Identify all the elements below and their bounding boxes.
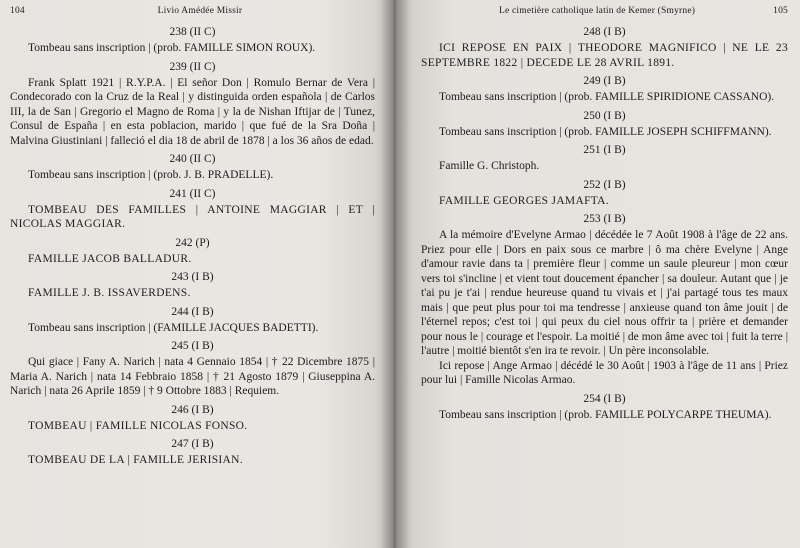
page-number: 104 <box>10 6 25 16</box>
entry-text: Qui giace | Fany A. Narich | nata 4 Gennaio 1854 | † 22 Dicembre 1875 | Maria A. Narich | nata 14 Febbraio 1858 | † 21 Agosto 1879 | Giuseppina A. Narich | nata 26 Aprile 1859 | † 9 Ottobre 1883 | Requiem. <box>10 356 375 397</box>
entry-text: ICI REPOSE EN PAIX | THEODORE MAGNIFICO | NE LE 23 SEPTEMBRE 1822 | DECEDE LE 28 AVRIL 1891. <box>421 42 788 69</box>
entry-246 <box>10 403 375 434</box>
entry-text: TOMBEAU DES FAMILLES | ANTOINE MAGGIAR | ET | NICOLAS MAGGIAR. <box>10 203 375 230</box>
entry-number: 248 (I B) <box>583 26 626 38</box>
entry-number: 241 (II C) <box>169 187 216 200</box>
entry-252 <box>421 178 788 209</box>
entry-248 <box>421 25 788 70</box>
entry-number: 253 (I B) <box>583 213 626 225</box>
entry-text: Famille G. Christoph. <box>439 160 540 172</box>
entry-number: 254 (I B) <box>583 392 626 405</box>
entry-number: 239 (II C) <box>169 60 216 73</box>
entry-number: 242 (P) <box>175 236 210 249</box>
entry-253 <box>421 212 788 388</box>
entry-249 <box>421 74 788 105</box>
entry-text: FAMILLE JACOB BALLADUR. <box>28 252 192 265</box>
entry-number: 249 (I B) <box>583 75 626 87</box>
entry-number: 246 (I B) <box>171 403 214 416</box>
entry-text: FAMILLE J. B. ISSAVERDENS. <box>28 287 191 299</box>
entry-text: Frank Splatt 1921 | R.Y.P.A. | El señor Don | Romulo Bernar de Vera | Condecorado con la Cruz de la Real | y distinguida orden española | de Carlos III, la de San | Gregorio el Magno de Roma | y la de Nishan Iftijar de | Tunez, Consul de España | en esta poblacion, marido | que fué de la Sra Doña | Malvina Giustiniani | falleció el dia 18 de abril de 1878 | a los 36 años de edad. <box>10 76 375 147</box>
entry-text-second: Ici repose | Ange Armao | décédé le 30 Août | 1903 à l'âge de 11 ans | Priez pour lui | Famille Nicolas Armao. <box>421 359 788 386</box>
entry-240 <box>10 152 375 183</box>
entry-text: Tombeau sans inscription | (prob. FAMILLE JOSEPH SCHIFFMANN). <box>439 125 772 138</box>
entry-254 <box>421 392 788 423</box>
entry-243 <box>10 270 375 301</box>
left-page <box>0 0 393 548</box>
entry-text: Tombeau sans inscription | (FAMILLE JACQUES BADETTI). <box>28 321 319 334</box>
left-header <box>10 6 375 16</box>
entry-250 <box>421 109 788 140</box>
right-page <box>393 0 800 548</box>
running-title: Livio Amédée Missir <box>157 6 243 16</box>
entry-number: 238 (II C) <box>169 26 216 38</box>
entry-number: 247 (I B) <box>171 438 214 450</box>
entry-number: 244 (I B) <box>171 305 214 318</box>
entry-number: 243 (I B) <box>171 271 214 283</box>
entry-number: 240 (II C) <box>169 153 216 165</box>
entry-245 <box>10 339 375 399</box>
entry-text: Tombeau sans inscription | (prob. FAMILLE POLYCARPE THEUMA). <box>439 408 772 421</box>
right-header <box>421 6 788 16</box>
entry-number: 252 (I B) <box>583 178 626 191</box>
entry-text: Tombeau sans inscription | (prob. J. B. PRADELLE). <box>28 169 274 181</box>
entry-242 <box>10 236 375 267</box>
entry-text: TOMBEAU | FAMILLE NICOLAS FONSO. <box>28 419 248 432</box>
entry-241 <box>10 187 375 232</box>
entry-247 <box>10 437 375 468</box>
entry-244 <box>10 305 375 336</box>
entry-text: Tombeau sans inscription | (prob. FAMILLE SIMON ROUX). <box>28 42 316 54</box>
page-number: 105 <box>773 6 788 16</box>
entry-text: A la mémoire d'Evelyne Armao | décédée le 7 Août 1908 à l'âge de 22 ans. Priez pour elle | Dors en paix sous ce marbre | ô ma chère Evelyne | Ange d'amour ravie dans ta | première fleur | comme un saule pleureur | mon cœur vers toi s'incline | et vient tout doucement épancher | sa douleur. Autant que | je t'ai pu je t'ai | rendue heureuse quand tu vivais et | j'ai partagé tous tes maux mais | que peut plus pour toi ma tendresse | anxieuse quand ton âme jouit | de l'éternel repos; c'est toi | qui peux du ciel nous offrir ta | prière et demander pour nous le | courage et l'espoir. La moitié | de mon âme avec toi | fuit la terre | l'autre | moitié bientôt s'en ira te revoir. | Un père inconsolable. <box>421 229 788 357</box>
entry-238 <box>10 25 375 56</box>
entry-239 <box>10 60 375 149</box>
entry-251 <box>421 143 788 174</box>
entry-text: FAMILLE GEORGES JAMAFTA. <box>439 194 609 207</box>
entry-number: 251 (I B) <box>583 144 626 156</box>
entry-number: 250 (I B) <box>583 109 626 122</box>
entry-text: TOMBEAU DE LA | FAMILLE JERISIAN. <box>28 454 243 466</box>
entry-text: Tombeau sans inscription | (prob. FAMILLE SPIRIDIONE CASSANO). <box>439 91 775 103</box>
entry-number: 245 (I B) <box>171 340 214 352</box>
running-title: Le cimetière catholique latin de Kemer (Smyrne) <box>498 6 696 16</box>
